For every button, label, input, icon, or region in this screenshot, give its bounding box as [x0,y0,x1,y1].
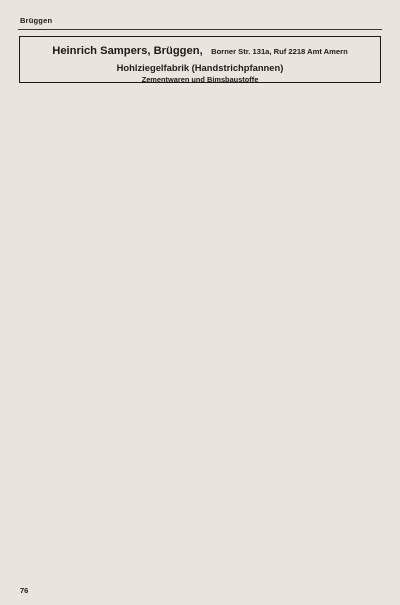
advertisement-address: Borner Str. 131a, Ruf 2218 Amt Amern [211,47,348,56]
header-rule [18,29,382,30]
advertisement-heading [20,41,380,59]
advertisement-box [19,36,381,83]
advertisement-name: Heinrich Sampers, Brüggen, [52,45,203,57]
column-left [22,88,199,583]
running-head: Brüggen [20,16,53,25]
page-number: 76 [20,586,29,595]
advertisement-products: Zementwaren und Bimsbaustoffe [141,75,259,84]
advertisement-business: Hohlziegelfabrik (Handstrichpfannen) [116,62,284,73]
column-right [206,88,383,583]
